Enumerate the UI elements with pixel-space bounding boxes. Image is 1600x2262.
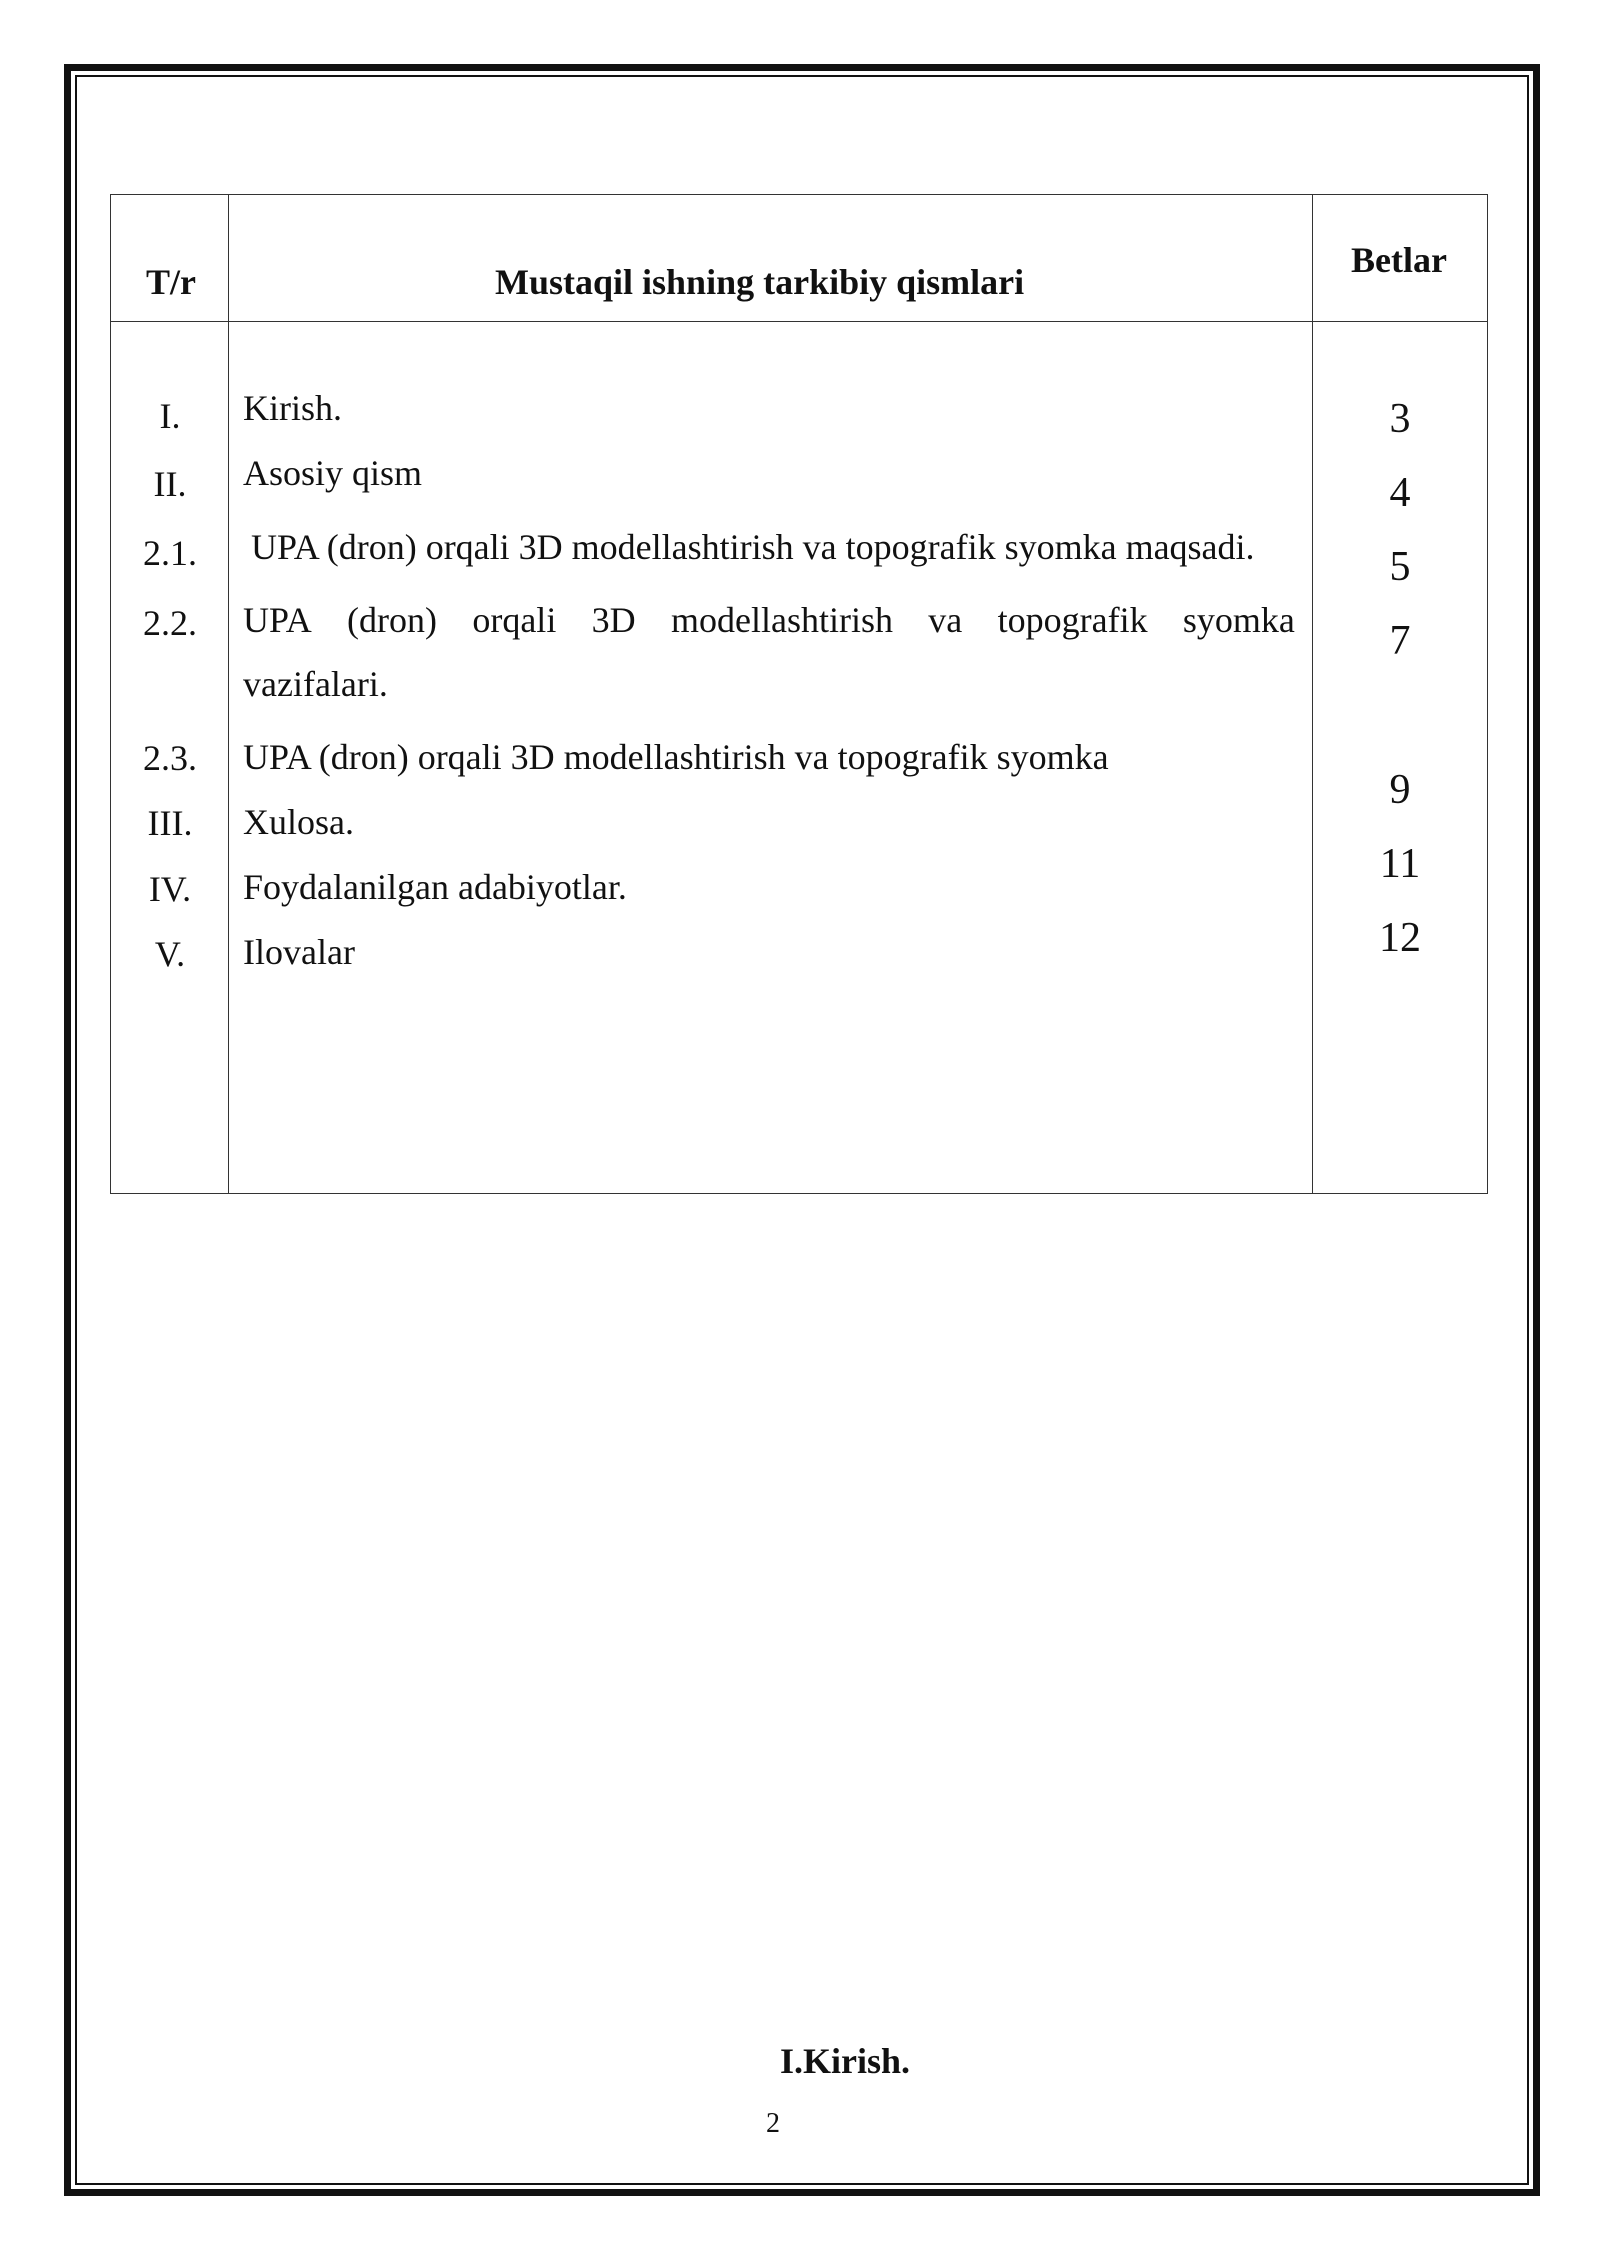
section-heading: I.Kirish. bbox=[779, 2041, 911, 2081]
page-number: 2 bbox=[766, 2108, 780, 2139]
row-title: UPA (dron) orqali 3D modellashtirish va topografik syomka maqsadi. bbox=[251, 527, 1255, 567]
column-divider bbox=[228, 195, 229, 1193]
row-number: IV. bbox=[148, 869, 192, 909]
header-divider bbox=[111, 321, 1487, 322]
row-page: 3 bbox=[1389, 396, 1411, 442]
row-title: Foydalanilgan adabiyotlar. bbox=[243, 867, 627, 907]
row-page: 12 bbox=[1379, 915, 1421, 961]
row-page: 7 bbox=[1389, 618, 1411, 664]
row-page: 11 bbox=[1379, 841, 1421, 887]
title-word: topografik bbox=[997, 600, 1148, 640]
title-word: orqali bbox=[472, 600, 557, 640]
row-page: 4 bbox=[1389, 470, 1411, 516]
header-pages: Betlar bbox=[1351, 240, 1447, 280]
row-title: Ilovalar bbox=[243, 932, 355, 972]
title-word: (dron) bbox=[347, 600, 438, 640]
row-number: 2.1. bbox=[143, 533, 197, 573]
row-number: II. bbox=[153, 464, 187, 504]
row-title: Asosiy qism bbox=[243, 453, 423, 493]
row-title-continued: vazifalari. bbox=[243, 664, 388, 704]
row-number: V. bbox=[154, 934, 186, 974]
row-page: 5 bbox=[1389, 544, 1411, 590]
row-page: 9 bbox=[1389, 767, 1411, 813]
title-word: modellashtirish bbox=[670, 600, 893, 640]
header-number: T/r bbox=[146, 262, 196, 302]
table-of-contents bbox=[110, 194, 1488, 1194]
header-title: Mustaqil ishning tarkibiy qismlari bbox=[495, 262, 1025, 302]
row-title: Xulosa. bbox=[243, 802, 354, 842]
row-number: 2.2. bbox=[143, 603, 197, 643]
row-number: I. bbox=[159, 396, 181, 436]
row-title: UPA (dron) orqali 3D modellashtirish va topografik syomka bbox=[243, 737, 1109, 777]
column-divider bbox=[1312, 195, 1313, 1193]
row-title: Kirish. bbox=[243, 388, 342, 428]
title-word: 3D bbox=[591, 600, 636, 640]
row-title bbox=[243, 599, 1295, 641]
row-number: 2.3. bbox=[143, 738, 197, 778]
title-word: UPA bbox=[243, 600, 312, 640]
title-word: va bbox=[928, 600, 963, 640]
title-word: syomka bbox=[1182, 600, 1295, 640]
row-number: III. bbox=[147, 803, 193, 843]
